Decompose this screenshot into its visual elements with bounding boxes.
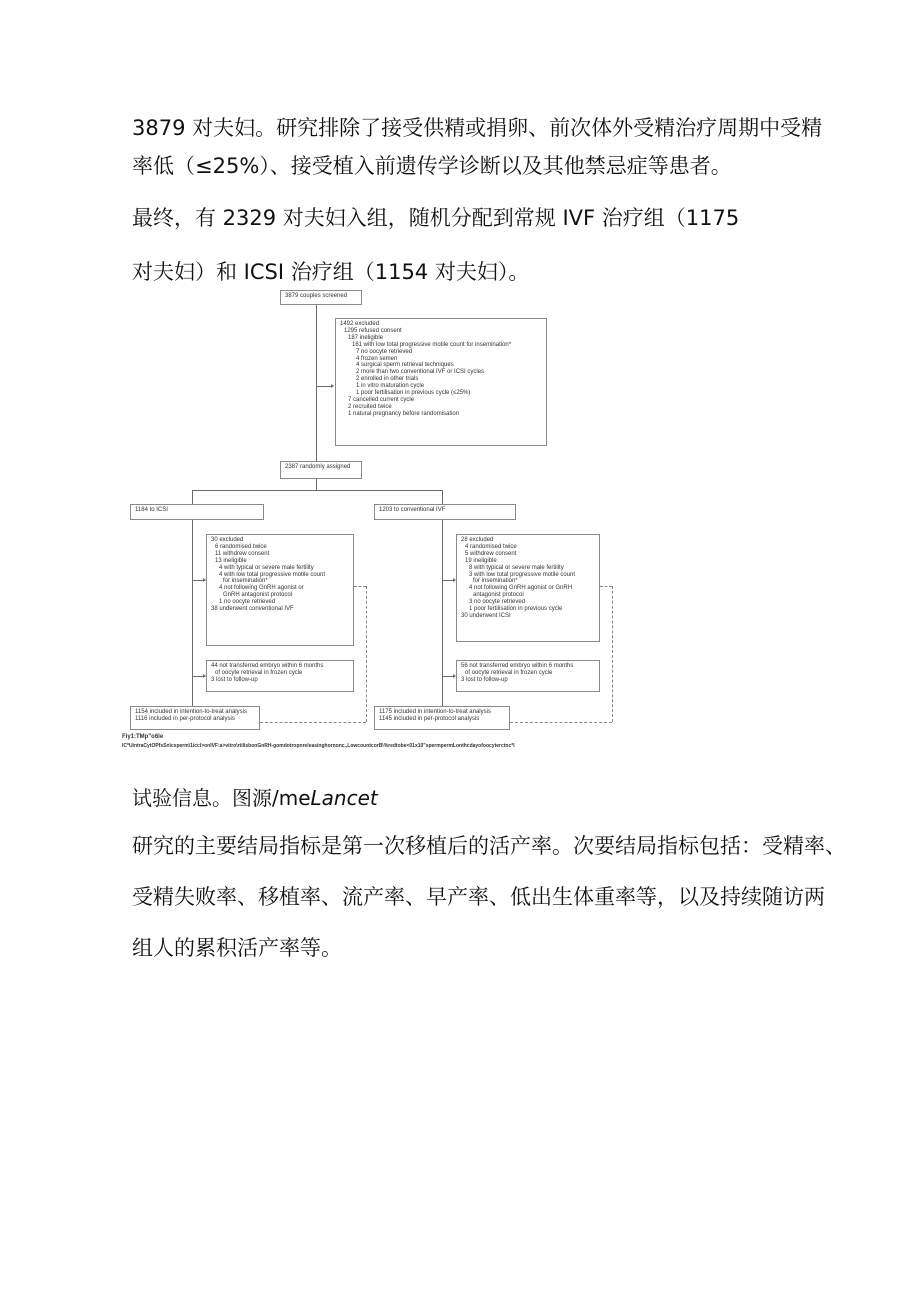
connector [442, 520, 443, 706]
figure-line: 2 recruited twice [348, 403, 392, 410]
figure-line: 4 surgical sperm retrieval techniques [356, 362, 454, 369]
crossover-line [260, 722, 366, 723]
figure-line: 4 with low total progressive motile count [219, 571, 326, 578]
paragraph-3-line-1: 研究的主要结局指标是第一次移植后的活产率。次要结局指标包括：受精率、 [132, 834, 846, 858]
figure-line: of oocyte retrieval in frozen cycle [215, 669, 303, 676]
figure-line: 38 underwent conventional IVF [211, 606, 294, 613]
paragraph-1-line-1: 3879 对夫妇。研究排除了接受供精或捐卵、前次体外受精治疗周期中受精 [132, 116, 823, 140]
figure-line: 11 withdrew consent [215, 550, 270, 557]
figure-line: 4 randomised twice [465, 543, 517, 550]
paragraph-1-line-2: 率低（≤25%）、接受植入前遗传学诊断以及其他禁忌症等患者。 [132, 154, 732, 178]
figure-line: 1295 refused consent [344, 327, 402, 334]
source-prefix: 试验信息。图源/me [132, 786, 311, 810]
figure-line: 4 not following GnRH agonist or [219, 585, 304, 592]
paragraph-3-line-2: 受精失败率、移植率、流产率、早产率、低出生体重率等，以及持续随访两 [132, 885, 825, 909]
paragraph-3-line-3: 组人的累积活产率等。 [132, 936, 342, 960]
figure-line: 3 with low total progressive motile count [469, 571, 576, 578]
figure-line: 13 ineligible [215, 557, 247, 564]
source-journal: Lancet [310, 786, 378, 810]
figure-line: 56 not transferred embryo within 6 months [461, 663, 574, 669]
figure-line: 1 poor fertilisation in previous cycle (≤25%) [356, 390, 471, 397]
figure-line: 5 withdrew consent [465, 550, 517, 557]
figure-caption-legend: IC*UintraCytOPfsSn\csperm\1iccl>onIVF:a>vitro\rtilisbonGnRH-gomdotropnreleasinghornonc.,LowcountcorB\%redtobe<01x10"spermpermLonthcdayofoocyterctnc*l [122, 743, 515, 749]
figure-line: 6 randomised twice [215, 543, 267, 550]
connector [442, 490, 443, 504]
figure-line: 44 not transferred embryo within 6 months [211, 663, 324, 669]
ivf-excluded-box [456, 534, 600, 642]
crossover-line [510, 722, 612, 723]
figure-line: 4 frozen semen [356, 355, 398, 362]
icsi-not-transferred-box [206, 660, 354, 692]
ivf-analysis-box [374, 706, 510, 730]
ivf-not-transferred-box [456, 660, 600, 692]
figure-line: 30 excluded [211, 537, 244, 543]
figure-line: 8 with typical or severe male fertility [469, 564, 564, 571]
icsi-analysis-box [130, 706, 260, 730]
figure-line: 7 no oocyte retrieved [356, 348, 413, 355]
connector [192, 490, 442, 491]
screened-box: 3879 couples screened [280, 290, 362, 305]
figure-line: 3 lost to follow-up [211, 676, 258, 683]
figure-line: 4 not following GnRH agonist or GnRH [469, 585, 573, 592]
figure-line: 3 no oocyte retrieved [469, 599, 526, 606]
source-line [132, 784, 378, 812]
figure-line: 1145 included in per-protocol analysis [379, 715, 480, 722]
figure-line: 1 no oocyte retrieved [219, 599, 276, 606]
figure-line: 2 enrolled in other trials [356, 376, 419, 383]
figure-line: 28 excluded [461, 537, 494, 543]
paragraph-2-line-1: 最终，有 2329 对夫妇入组，随机分配到常规 IVF 治疗组（1175 [132, 206, 740, 230]
figure-line: antagonist protocol [473, 592, 524, 599]
figure-line: 1175 included in intention-to-treat analysis [379, 709, 491, 715]
consort-flow-diagram [120, 286, 642, 756]
crossover-line [600, 586, 612, 587]
figure-line: 1 poor fertilisation in previous cycle [469, 606, 563, 613]
icsi-excluded-box [206, 534, 354, 646]
figure-line: 1154 included in intention-to-treat analysis [135, 709, 247, 715]
figure-line: 3 lost to follow-up [461, 676, 508, 683]
figure-line: of oocyte retrieval in frozen cycle [465, 669, 553, 676]
crossover-line [366, 586, 367, 722]
arrow [331, 384, 334, 388]
figure-line: 1116 included in per-protocol analysis [135, 715, 235, 722]
figure-line: 7 cancelled current cycle [348, 396, 415, 403]
randomised-box: 2387 randomly assigned [280, 461, 362, 479]
figure-line: GnRH antagonist protocol [223, 592, 293, 599]
connector [316, 305, 317, 461]
crossover-line [612, 586, 613, 722]
figure-line: 161 with low total progressive motile count for insemination* [352, 341, 512, 348]
figure-line: 1 in vitro maturation cycle [356, 383, 425, 390]
figure-caption-title: Fiy1:TMp"o6le [122, 734, 164, 740]
ivf-arm-box: 1203 to conventional IVF [374, 504, 516, 520]
figure-line: for insemination* [223, 578, 268, 585]
crossover-line [354, 586, 366, 587]
connector [316, 386, 332, 387]
connector [192, 490, 193, 504]
paragraph-2-line-2: 对夫妇）和 ICSI 治疗组（1154 对夫妇）。 [132, 260, 530, 284]
figure-line: 187 ineligible [348, 334, 384, 341]
figure-line: 30 underwent ICSI [461, 612, 511, 619]
figure-line: 1492 excluded [340, 321, 380, 327]
figure-line: 4 with typical or severe male fertility [219, 564, 314, 571]
figure-line: for insemination* [473, 578, 518, 585]
excluded-box [335, 318, 547, 446]
icsi-arm-box: 1184 to ICSI [130, 504, 264, 520]
connector [192, 520, 193, 706]
figure-line: 1 natural pregnancy before randomisation [348, 410, 460, 417]
figure-line: 2 more than two conventional IVF or ICSI cycles [356, 369, 485, 376]
figure-line: 19 ineligible [465, 557, 497, 564]
